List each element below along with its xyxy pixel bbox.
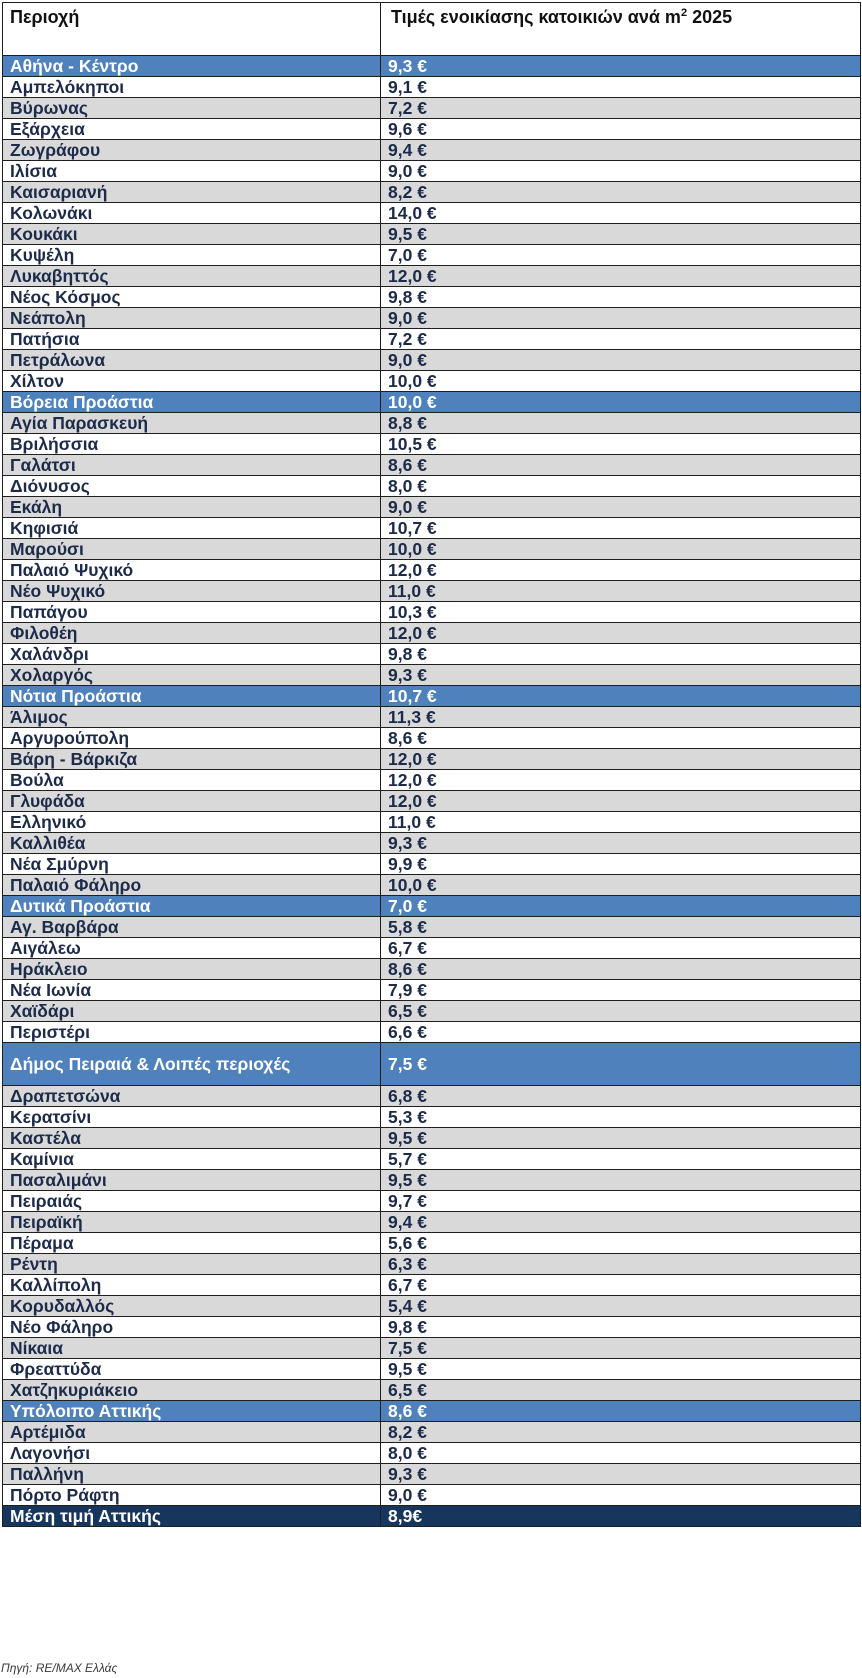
table-row bbox=[3, 1022, 861, 1043]
table-row bbox=[3, 749, 861, 770]
region-cell: Χαλάνδρι bbox=[3, 644, 381, 665]
table-row bbox=[3, 623, 861, 644]
table-row bbox=[3, 287, 861, 308]
region-cell: Πόρτο Ράφτη bbox=[3, 1485, 381, 1506]
price-cell: 8,6 € bbox=[381, 728, 861, 749]
region-cell: Πέραμα bbox=[3, 1233, 381, 1254]
region-cell: Λαγονήσι bbox=[3, 1443, 381, 1464]
region-cell: Καισαριανή bbox=[3, 182, 381, 203]
price-cell: 6,8 € bbox=[381, 1086, 861, 1107]
region-cell: Αγ. Βαρβάρα bbox=[3, 917, 381, 938]
region-cell: Πειραϊκή bbox=[3, 1212, 381, 1233]
table-row bbox=[3, 728, 861, 749]
price-cell: 14,0 € bbox=[381, 203, 861, 224]
price-cell: 12,0 € bbox=[381, 266, 861, 287]
price-cell: 9,6 € bbox=[381, 119, 861, 140]
region-cell: Παλλήνη bbox=[3, 1464, 381, 1485]
price-cell: 10,5 € bbox=[381, 434, 861, 455]
price-cell: 7,0 € bbox=[381, 896, 861, 917]
table-row bbox=[3, 1464, 861, 1485]
region-cell: Διόνυσος bbox=[3, 476, 381, 497]
price-cell: 10,0 € bbox=[381, 392, 861, 413]
table-row bbox=[3, 1380, 861, 1401]
region-cell: Παπάγου bbox=[3, 602, 381, 623]
region-cell: Ηράκλειο bbox=[3, 959, 381, 980]
region-cell: Άλιμος bbox=[3, 707, 381, 728]
region-cell: Καστέλα bbox=[3, 1128, 381, 1149]
region-cell: Αρτέμιδα bbox=[3, 1422, 381, 1443]
price-cell: 12,0 € bbox=[381, 791, 861, 812]
table-row bbox=[3, 1128, 861, 1149]
table-row bbox=[3, 959, 861, 980]
region-cell: Δραπετσώνα bbox=[3, 1086, 381, 1107]
table-row bbox=[3, 518, 861, 539]
table-row bbox=[3, 1086, 861, 1107]
region-cell: Νότια Προάστια bbox=[3, 686, 381, 707]
table-row bbox=[3, 1359, 861, 1380]
price-header-year: 2025 bbox=[687, 7, 733, 27]
region-cell: Λυκαβηττός bbox=[3, 266, 381, 287]
region-cell: Αργυρούπολη bbox=[3, 728, 381, 749]
table-row bbox=[3, 1338, 861, 1359]
table-row bbox=[3, 434, 861, 455]
region-cell: Κερατσίνι bbox=[3, 1107, 381, 1128]
region-cell: Πετράλωνα bbox=[3, 350, 381, 371]
region-cell: Χολαργός bbox=[3, 665, 381, 686]
region-cell: Καλλίπολη bbox=[3, 1275, 381, 1296]
region-cell: Αιγάλεω bbox=[3, 938, 381, 959]
table-row bbox=[3, 581, 861, 602]
section-header-row bbox=[3, 392, 861, 413]
section-header-row bbox=[3, 686, 861, 707]
table-row bbox=[3, 1170, 861, 1191]
price-cell: 10,7 € bbox=[381, 518, 861, 539]
price-header-superscript: 2 bbox=[680, 7, 688, 19]
section-header-row bbox=[3, 1043, 861, 1086]
region-cell: Πατήσια bbox=[3, 329, 381, 350]
price-cell: 9,3 € bbox=[381, 665, 861, 686]
section-header-row bbox=[3, 1401, 861, 1422]
price-cell: 9,1 € bbox=[381, 77, 861, 98]
price-cell: 9,7 € bbox=[381, 1191, 861, 1212]
region-cell: Νέα Ιωνία bbox=[3, 980, 381, 1001]
price-header-text: Τιμές ενοικίασης κατοικιών ανά m bbox=[391, 7, 681, 27]
table-row bbox=[3, 224, 861, 245]
price-cell: 11,0 € bbox=[381, 812, 861, 833]
price-cell: 11,3 € bbox=[381, 707, 861, 728]
region-cell: Παλαιό Φάληρο bbox=[3, 875, 381, 896]
table-row bbox=[3, 938, 861, 959]
table-row bbox=[3, 644, 861, 665]
table-row bbox=[3, 1149, 861, 1170]
price-cell: 9,0 € bbox=[381, 161, 861, 182]
price-cell: 9,0 € bbox=[381, 308, 861, 329]
table-row bbox=[3, 854, 861, 875]
price-cell: 9,0 € bbox=[381, 350, 861, 371]
table-row bbox=[3, 770, 861, 791]
table-row bbox=[3, 1296, 861, 1317]
table-row bbox=[3, 833, 861, 854]
price-column-header bbox=[381, 3, 861, 56]
region-cell: Δυτικά Προάστια bbox=[3, 896, 381, 917]
table-row bbox=[3, 1275, 861, 1296]
region-cell: Αθήνα - Κέντρο bbox=[3, 56, 381, 77]
table-row bbox=[3, 1254, 861, 1275]
price-cell: 7,0 € bbox=[381, 245, 861, 266]
region-cell: Φιλοθέη bbox=[3, 623, 381, 644]
table-header bbox=[3, 3, 861, 56]
table-row bbox=[3, 980, 861, 1001]
price-cell: 12,0 € bbox=[381, 770, 861, 791]
table-row bbox=[3, 266, 861, 287]
table-row bbox=[3, 1233, 861, 1254]
price-cell: 12,0 € bbox=[381, 560, 861, 581]
table-row bbox=[3, 203, 861, 224]
price-cell: 12,0 € bbox=[381, 623, 861, 644]
price-cell: 11,0 € bbox=[381, 581, 861, 602]
region-cell: Εξάρχεια bbox=[3, 119, 381, 140]
table-row bbox=[3, 602, 861, 623]
region-cell: Καμίνια bbox=[3, 1149, 381, 1170]
table-row bbox=[3, 1212, 861, 1233]
price-cell: 9,3 € bbox=[381, 56, 861, 77]
section-header-row bbox=[3, 896, 861, 917]
price-cell: 8,6 € bbox=[381, 959, 861, 980]
region-cell: Μέση τιμή Αττικής bbox=[3, 1506, 381, 1527]
table-row bbox=[3, 707, 861, 728]
table-row bbox=[3, 875, 861, 896]
region-cell: Χίλτον bbox=[3, 371, 381, 392]
region-cell: Βάρη - Βάρκιζα bbox=[3, 749, 381, 770]
region-cell: Γαλάτσι bbox=[3, 455, 381, 476]
region-cell: Χαϊδάρι bbox=[3, 1001, 381, 1022]
table-row bbox=[3, 119, 861, 140]
price-cell: 9,4 € bbox=[381, 140, 861, 161]
price-cell: 9,8 € bbox=[381, 1317, 861, 1338]
region-cell: Παλαιό Ψυχικό bbox=[3, 560, 381, 581]
table-row bbox=[3, 182, 861, 203]
region-cell: Ιλίσια bbox=[3, 161, 381, 182]
price-cell: 6,7 € bbox=[381, 938, 861, 959]
price-cell: 6,3 € bbox=[381, 1254, 861, 1275]
table-row bbox=[3, 413, 861, 434]
table-row bbox=[3, 329, 861, 350]
price-cell: 8,6 € bbox=[381, 1401, 861, 1422]
price-cell: 6,6 € bbox=[381, 1022, 861, 1043]
price-cell: 6,7 € bbox=[381, 1275, 861, 1296]
table-row bbox=[3, 1107, 861, 1128]
table-row bbox=[3, 77, 861, 98]
region-cell: Νέο Ψυχικό bbox=[3, 581, 381, 602]
region-cell: Πειραιάς bbox=[3, 1191, 381, 1212]
region-cell: Γλυφάδα bbox=[3, 791, 381, 812]
price-cell: 5,6 € bbox=[381, 1233, 861, 1254]
table-row bbox=[3, 371, 861, 392]
region-cell: Βριλήσσια bbox=[3, 434, 381, 455]
region-cell: Κουκάκι bbox=[3, 224, 381, 245]
region-cell: Κυψέλη bbox=[3, 245, 381, 266]
total-row bbox=[3, 1506, 861, 1527]
region-cell: Βόρεια Προάστια bbox=[3, 392, 381, 413]
region-cell: Κορυδαλλός bbox=[3, 1296, 381, 1317]
table-row bbox=[3, 245, 861, 266]
table-row bbox=[3, 560, 861, 581]
table-row bbox=[3, 497, 861, 518]
price-cell: 7,9 € bbox=[381, 980, 861, 1001]
price-cell: 9,5 € bbox=[381, 1128, 861, 1149]
table-row bbox=[3, 350, 861, 371]
region-cell: Νέος Κόσμος bbox=[3, 287, 381, 308]
price-cell: 9,3 € bbox=[381, 1464, 861, 1485]
table-row bbox=[3, 476, 861, 497]
price-cell: 5,8 € bbox=[381, 917, 861, 938]
region-cell: Νεάπολη bbox=[3, 308, 381, 329]
region-cell: Κολωνάκι bbox=[3, 203, 381, 224]
table-row bbox=[3, 1443, 861, 1464]
price-cell: 10,0 € bbox=[381, 875, 861, 896]
price-cell: 8,9€ bbox=[381, 1506, 861, 1527]
region-cell: Καλλιθέα bbox=[3, 833, 381, 854]
price-cell: 9,5 € bbox=[381, 224, 861, 245]
region-cell: Νίκαια bbox=[3, 1338, 381, 1359]
region-cell: Νέο Φάληρο bbox=[3, 1317, 381, 1338]
price-cell: 8,8 € bbox=[381, 413, 861, 434]
price-cell: 10,7 € bbox=[381, 686, 861, 707]
price-cell: 5,4 € bbox=[381, 1296, 861, 1317]
price-cell: 6,5 € bbox=[381, 1380, 861, 1401]
table-row bbox=[3, 1191, 861, 1212]
price-cell: 9,0 € bbox=[381, 1485, 861, 1506]
price-cell: 9,8 € bbox=[381, 287, 861, 308]
region-cell: Πασαλιμάνι bbox=[3, 1170, 381, 1191]
region-cell: Υπόλοιπο Αττικής bbox=[3, 1401, 381, 1422]
price-cell: 8,0 € bbox=[381, 1443, 861, 1464]
table-row bbox=[3, 1001, 861, 1022]
rental-price-table bbox=[2, 2, 861, 1527]
price-cell: 8,6 € bbox=[381, 455, 861, 476]
table-row bbox=[3, 539, 861, 560]
table-row bbox=[3, 1317, 861, 1338]
price-cell: 8,2 € bbox=[381, 182, 861, 203]
table-row bbox=[3, 1485, 861, 1506]
price-cell: 8,2 € bbox=[381, 1422, 861, 1443]
price-cell: 8,0 € bbox=[381, 476, 861, 497]
table-row bbox=[3, 455, 861, 476]
table-row bbox=[3, 161, 861, 182]
price-cell: 7,5 € bbox=[381, 1338, 861, 1359]
price-cell: 7,2 € bbox=[381, 329, 861, 350]
price-cell: 9,8 € bbox=[381, 644, 861, 665]
price-cell: 12,0 € bbox=[381, 749, 861, 770]
table-row bbox=[3, 791, 861, 812]
region-cell: Ζωγράφου bbox=[3, 140, 381, 161]
table-row bbox=[3, 917, 861, 938]
region-cell: Περιστέρι bbox=[3, 1022, 381, 1043]
price-cell: 9,3 € bbox=[381, 833, 861, 854]
region-cell: Εκάλη bbox=[3, 497, 381, 518]
table-row bbox=[3, 665, 861, 686]
table-row bbox=[3, 1422, 861, 1443]
region-cell: Ελληνικό bbox=[3, 812, 381, 833]
header-row bbox=[3, 3, 861, 56]
region-cell: Νέα Σμύρνη bbox=[3, 854, 381, 875]
price-cell: 7,2 € bbox=[381, 98, 861, 119]
table-row bbox=[3, 98, 861, 119]
region-column-header: Περιοχή bbox=[3, 3, 381, 56]
region-cell: Μαρούσι bbox=[3, 539, 381, 560]
region-cell: Αγία Παρασκευή bbox=[3, 413, 381, 434]
price-cell: 9,5 € bbox=[381, 1359, 861, 1380]
table-row bbox=[3, 812, 861, 833]
price-cell: 5,7 € bbox=[381, 1149, 861, 1170]
section-header-row bbox=[3, 56, 861, 77]
table-row bbox=[3, 308, 861, 329]
price-cell: 9,0 € bbox=[381, 497, 861, 518]
region-cell: Χατζηκυριάκειο bbox=[3, 1380, 381, 1401]
region-cell: Δήμος Πειραιά & Λοιπές περιοχές bbox=[3, 1043, 381, 1086]
source-note: Πηγή: RE/MAX Ελλάς bbox=[1, 1661, 118, 1675]
price-cell: 9,5 € bbox=[381, 1170, 861, 1191]
region-cell: Βούλα bbox=[3, 770, 381, 791]
region-cell: Φρεαττύδα bbox=[3, 1359, 381, 1380]
price-cell: 5,3 € bbox=[381, 1107, 861, 1128]
region-cell: Ρέντη bbox=[3, 1254, 381, 1275]
table-row bbox=[3, 140, 861, 161]
region-cell: Βύρωνας bbox=[3, 98, 381, 119]
price-cell: 9,4 € bbox=[381, 1212, 861, 1233]
region-cell: Κηφισιά bbox=[3, 518, 381, 539]
price-cell: 10,0 € bbox=[381, 371, 861, 392]
price-cell: 10,0 € bbox=[381, 539, 861, 560]
price-cell: 9,9 € bbox=[381, 854, 861, 875]
table-body bbox=[3, 56, 861, 1527]
price-cell: 7,5 € bbox=[381, 1043, 861, 1086]
region-cell: Αμπελόκηποι bbox=[3, 77, 381, 98]
price-cell: 6,5 € bbox=[381, 1001, 861, 1022]
price-cell: 10,3 € bbox=[381, 602, 861, 623]
